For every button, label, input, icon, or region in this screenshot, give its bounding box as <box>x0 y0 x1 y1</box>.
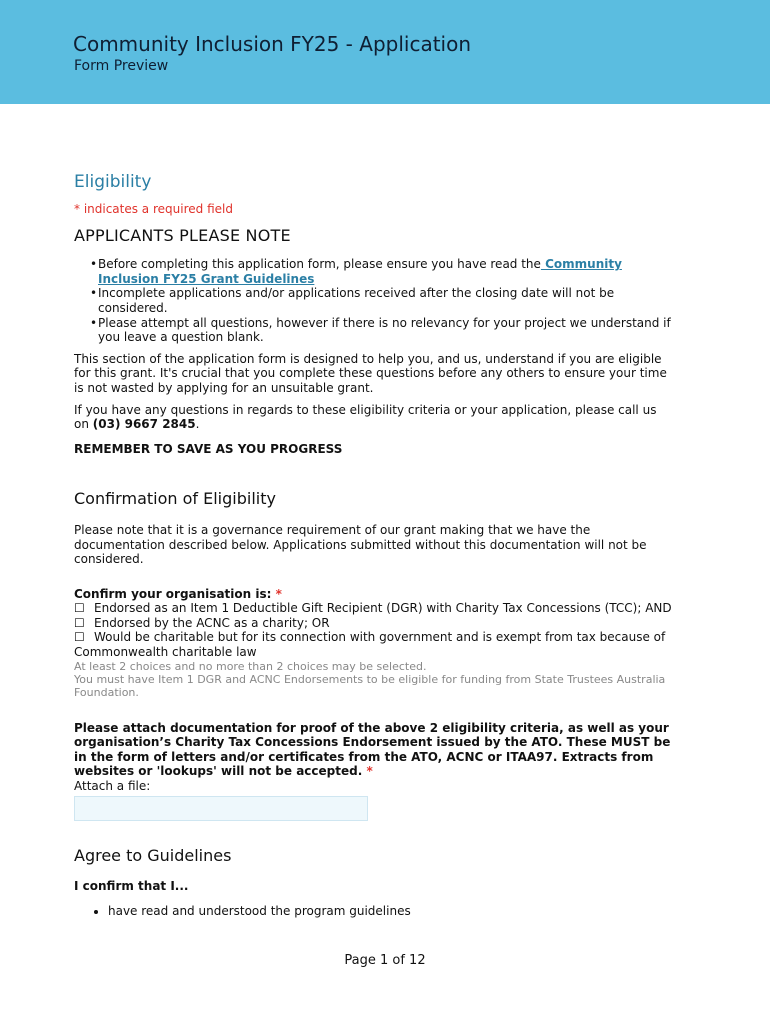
endorsement-hint: You must have Item 1 DGR and ACNC Endorsements to be eligible for funding from State Trustees Australia Foundation. <box>74 672 666 699</box>
list-item <box>98 257 674 286</box>
attach-question-text: Please attach documentation for proof of the above 2 eligibility criteria, as well as your organisation’s Charity Tax Concessions Endorsement issued by the ATO. These MUST be in the form of letters and/or certificates from the ATO, ACNC or ITAA97. Extracts from websites or 'lookups' will not be accepted. <box>74 720 671 779</box>
form-content <box>74 170 674 918</box>
page-header <box>0 0 770 104</box>
required-mark: * <box>275 586 282 601</box>
note-list <box>74 257 674 345</box>
checkbox-option-acnc[interactable] <box>74 616 674 631</box>
page-indicator: Page 1 of 12 <box>344 953 426 968</box>
eligibility-heading: Eligibility <box>74 172 152 192</box>
confirm-organisation-label <box>74 587 674 602</box>
checkbox-icon[interactable]: ☐ <box>74 615 85 630</box>
bullet-text: Before completing this application form, please ensure you have read the <box>98 257 541 272</box>
save-reminder: REMEMBER TO SAVE AS YOU PROGRESS <box>74 441 343 456</box>
list-item: • Please attempt all questions, however if there is no relevancy for your project we understand if you leave a question blank. <box>98 316 674 345</box>
checkbox-option-dgr[interactable] <box>74 601 674 616</box>
confirm-label-text: Confirm your organisation is: <box>74 586 272 601</box>
eligibility-intro: This section of the application form is designed to help you, and us, understand if you are eligible for this grant. It's crucial that you complete these questions before any others to ensure your time is not wasted by applying for an unsuitable grant. <box>74 351 667 395</box>
page-title: Community Inclusion FY25 - Application <box>73 32 472 56</box>
contact-suffix: . <box>195 417 200 432</box>
attach-question <box>74 721 674 779</box>
attach-file-label: Attach a file: <box>74 779 151 794</box>
option-label: Would be charitable but for its connection with government and is exempt from tax because of Commonwealth charitable law <box>74 630 666 660</box>
file-upload-input[interactable] <box>74 796 368 821</box>
phone-number: (03) 9667 2845 <box>92 417 196 432</box>
checkbox-icon[interactable]: ☐ <box>74 630 85 645</box>
applicants-note-heading: APPLICANTS PLEASE NOTE <box>74 225 291 245</box>
list-item: • Incomplete applications and/or applications received after the closing date will not be considered. <box>98 286 674 315</box>
selection-hint: At least 2 choices and no more than 2 choices may be selected. <box>74 659 427 673</box>
guidelines-heading: Agree to Guidelines <box>74 845 232 865</box>
checkbox-icon[interactable]: ☐ <box>74 601 85 616</box>
contact-text: If you have any questions in regards to these eligibility criteria or your application, please call us on <box>74 402 657 432</box>
checkbox-option-government[interactable] <box>74 630 674 659</box>
confirmation-heading: Confirmation of Eligibility <box>74 489 276 509</box>
list-item: • have read and understood the program guidelines <box>108 904 674 919</box>
option-label: Endorsed as an Item 1 Deductible Gift Recipient (DGR) with Charity Tax Concessions (TCC); AND <box>94 601 672 616</box>
page-subtitle: Form Preview <box>74 58 169 74</box>
guidelines-list <box>74 904 674 919</box>
option-label: Endorsed by the ACNC as a charity; OR <box>94 615 330 630</box>
guidelines-link[interactable]: Community Inclusion FY25 Grant Guidelines <box>98 257 622 286</box>
confirmation-intro: Please note that it is a governance requirement of our grant making that we have the documentation described below. Applications submitted without this documentation will not be considered. <box>74 522 647 567</box>
contact-paragraph <box>74 403 674 432</box>
guidelines-confirm-label: I confirm that I... <box>74 879 189 894</box>
required-field-note: * indicates a required field <box>74 202 233 216</box>
required-mark: * <box>366 764 373 779</box>
